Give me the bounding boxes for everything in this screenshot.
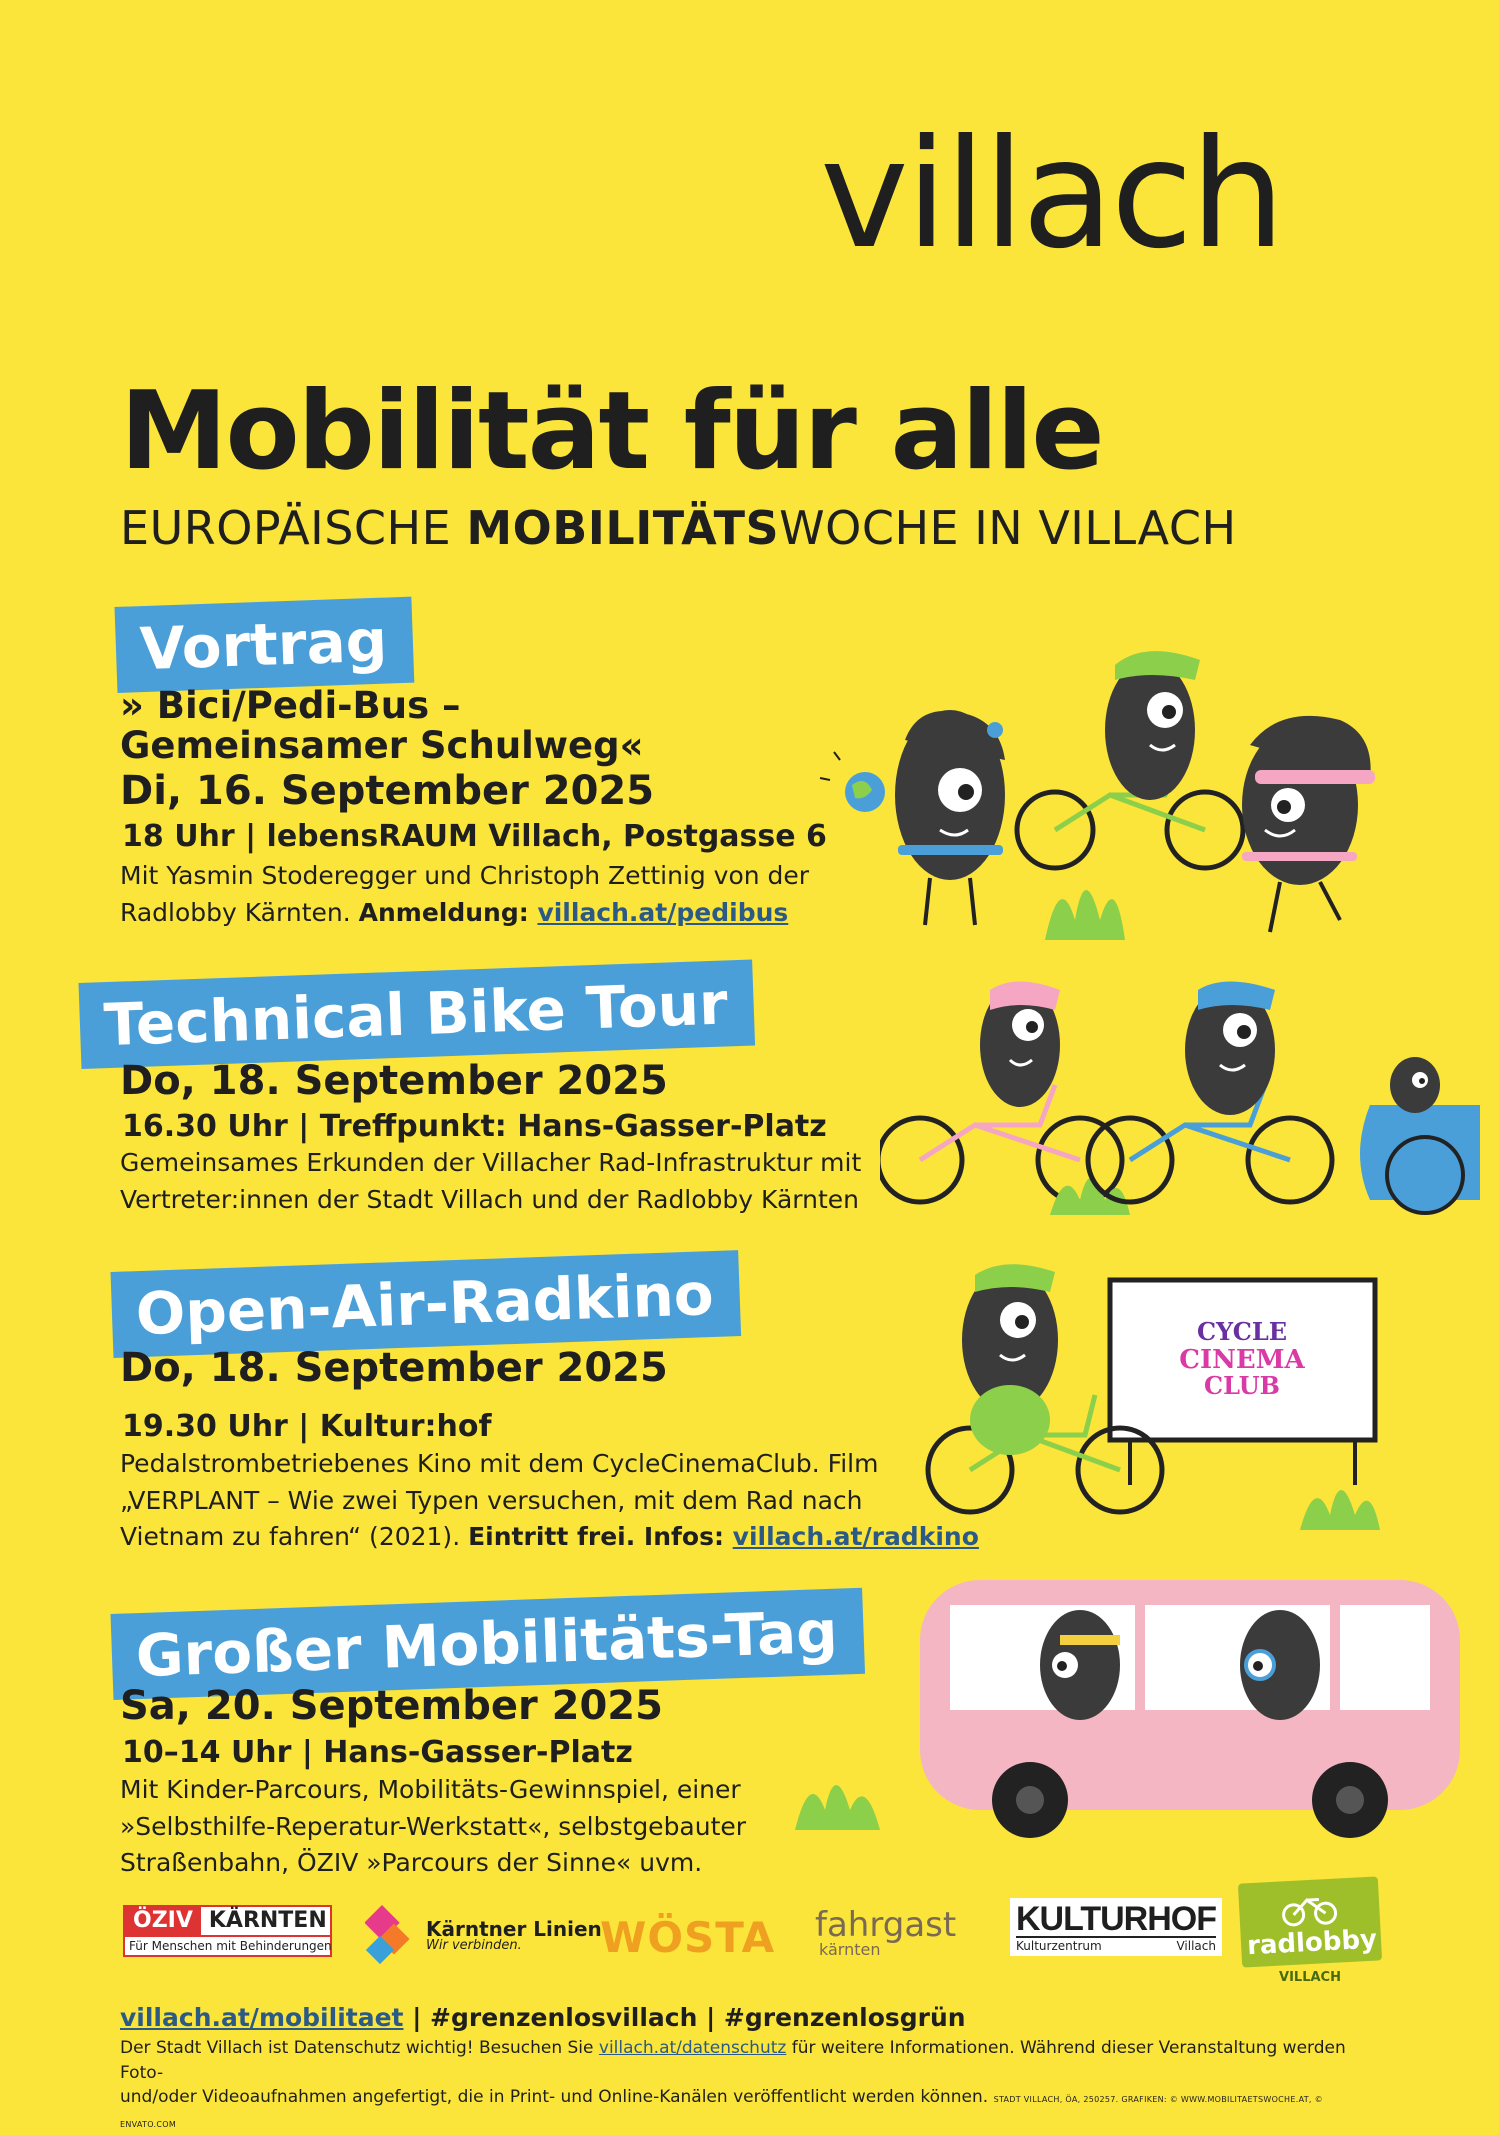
privacy-text: Der Stadt Villach ist Datenschutz wichtig! Besuchen Sie	[120, 2038, 599, 2058]
event-time-location: 16.30 Uhr | Treffpunkt: Hans-Gasser-Platz	[122, 1109, 827, 1144]
page-title: Mobilität für alle	[120, 369, 1103, 494]
screen-text-3: CLUB	[1204, 1371, 1280, 1400]
bush-icon	[1300, 1490, 1380, 1530]
subtitle-bold: MOBILITÄTS	[466, 501, 780, 555]
villach-logo: villach	[820, 108, 1283, 282]
desc-line: Vertreter:innen der Stadt Villach und der Radlobby Kärnten	[120, 1184, 860, 1214]
mobilitaet-link[interactable]: villach.at/mobilitaet	[120, 2003, 404, 2032]
desc-line: »Selbsthilfe-Reperatur-Werkstatt«, selbstgebauter	[120, 1811, 747, 1841]
desc-line: „VERPLANT – Wie zwei Typen versuchen, mit dem Rad nach	[120, 1485, 863, 1515]
event-title-line: » Bici/Pedi-Bus –	[120, 684, 461, 727]
radkino-illustration	[920, 1250, 1420, 1530]
event-date: Sa, 20. September 2025	[120, 1683, 663, 1729]
oeziv-subtitle: Für Menschen mit Behinderungen	[125, 1935, 330, 1955]
event-description	[120, 1145, 861, 1218]
event-tag-label: Großer Mobilitäts-Tag	[134, 1597, 839, 1691]
radlobby-name: radlobby	[1246, 1924, 1378, 1962]
sponsor-woesta: WÖSTA	[600, 1913, 776, 1962]
desc-bold: Anmeldung:	[358, 897, 538, 927]
oeziv-region: KÄRNTEN	[208, 1908, 327, 1933]
pedibus-link[interactable]: villach.at/pedibus	[537, 897, 789, 927]
fahrgast-name: fahrgast	[815, 1905, 957, 1945]
event-description	[120, 1446, 979, 1556]
event-date: Do, 18. September 2025	[120, 1058, 668, 1104]
radlobby-region: VILLACH	[1279, 1970, 1341, 1985]
cinema-screen	[1110, 1280, 1375, 1485]
desc-line: Mit Kinder-Parcours, Mobilitäts-Gewinnspiel, einer	[120, 1775, 741, 1804]
event-description	[120, 858, 809, 931]
event-date: Do, 18. September 2025	[120, 1345, 668, 1391]
event-tag-label: Technical Bike Tour	[102, 969, 729, 1060]
page-subtitle	[120, 501, 1237, 555]
datenschutz-link[interactable]: villach.at/datenschutz	[598, 2038, 787, 2058]
bike-tour-illustration	[880, 975, 1480, 1215]
event-tag-label: Vortrag	[138, 606, 389, 684]
bus-illustration	[790, 1570, 1490, 1860]
bus-icon	[920, 1580, 1460, 1838]
event-tag-label: Open-Air-Radkino	[134, 1260, 715, 1349]
cyclist-character	[1017, 651, 1243, 868]
radkino-link[interactable]: villach.at/radkino	[732, 1522, 979, 1551]
desc-text: Radlobby Kärnten.	[120, 897, 359, 927]
kaerntner-linien-icon	[365, 1900, 420, 1970]
pedibus-illustration	[810, 620, 1410, 940]
kulturhof-sub: Kulturzentrum	[1016, 1939, 1102, 1953]
subtitle-part1: EUROPÄISCHE	[120, 501, 467, 555]
kid-character-1	[895, 710, 1005, 925]
sponsor-kulturhof	[1010, 1898, 1222, 1956]
event-tag-vortrag	[114, 597, 414, 693]
kaerntner-linien-slogan: Wir verbinden.	[426, 1937, 522, 1953]
bush-icon	[1045, 890, 1125, 940]
event-time-location: 18 Uhr | lebensRAUM Villach, Postgasse 6	[122, 819, 827, 854]
event-title-line: Gemeinsamer Schulweg«	[120, 723, 644, 767]
desc-line: Gemeinsames Erkunden der Villacher Rad-Infrastruktur mit	[120, 1148, 862, 1177]
event-title	[120, 686, 644, 765]
desc-line: Straßenbahn, ÖZIV »Parcours der Sinne« uvm.	[120, 1848, 703, 1877]
event-date: Di, 16. September 2025	[120, 768, 655, 814]
cargo-trailer	[1360, 1057, 1480, 1213]
hashtags: | #grenzenlosvillach | #grenzenlosgrün	[403, 2003, 966, 2032]
desc-bold: Eintritt frei. Infos:	[468, 1522, 733, 1551]
sponsor-oeziv	[123, 1905, 332, 1957]
event-tag-radkino	[110, 1250, 741, 1358]
event-description	[120, 1772, 746, 1882]
credit-text: STADT VILLACH, ÖA, 250257. GRAFIKEN: © WWW.MOBILITAETSWOCHE.AT, © ENVATO.COM	[120, 2095, 1323, 2129]
fahrgast-region: kärnten	[819, 1940, 881, 1959]
screen-text-2: CINEMA	[1179, 1345, 1305, 1375]
sponsor-radlobby	[1240, 1880, 1380, 1985]
bush-icon	[795, 1785, 880, 1830]
desc-line: Pedalstrombetriebenes Kino mit dem CycleCinemaClub. Film	[120, 1449, 879, 1478]
event-tag-bike-tour	[78, 960, 754, 1069]
kid-character-2	[1242, 716, 1375, 932]
desc-line	[120, 895, 809, 932]
desc-line: Mit Yasmin Stoderegger und Christoph Zettinig von der	[120, 861, 810, 890]
screen-text-1: CYCLE	[1196, 1317, 1288, 1346]
footer-links	[120, 2003, 966, 2032]
cyclist-pink	[880, 982, 1122, 1203]
event-time-location: 10–14 Uhr | Hans-Gasser-Platz	[122, 1735, 633, 1770]
kulturhof-sub2: Villach	[1176, 1939, 1216, 1953]
privacy-text: und/oder Videoaufnahmen angefertigt, die in Print- und Online-Kanälen veröffentlicht werden können.	[120, 2087, 994, 2108]
privacy-text: für weitere Informationen. Während dieser Veranstaltung werden Foto-	[120, 2038, 1346, 2083]
sponsor-kaerntner-linien	[365, 1900, 602, 1970]
desc-line	[120, 1519, 979, 1556]
oeziv-mark: ÖZIV	[125, 1907, 201, 1935]
kaerntner-linien-name: Kärntner Linien	[426, 1916, 602, 1941]
sponsor-fahrgast	[815, 1905, 957, 1959]
event-time-location: 19.30 Uhr | Kultur:hof	[122, 1409, 492, 1444]
cyclist-blue	[1088, 982, 1332, 1203]
subtitle-part2: WOCHE IN VILLACH	[779, 501, 1237, 555]
kulturhof-name: KULTURHOF	[1016, 1900, 1216, 1938]
desc-text: Vietnam zu fahren“ (2021).	[120, 1522, 469, 1551]
bicycle-icon	[1278, 1890, 1340, 1927]
